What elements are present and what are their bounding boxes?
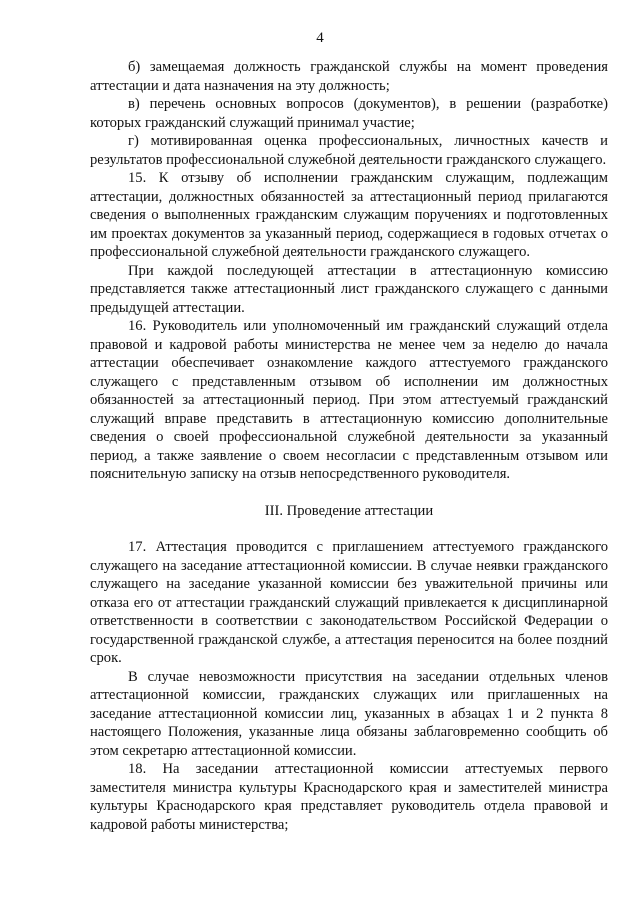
paragraph-18: 18. На заседании аттестационной комиссии аттестуемых первого заместителя министра культуры Краснодарского края и заместителей министра культуры Краснодарского края представляет руководитель отдела правовой и кадровой работы министерства; [90,761,608,833]
paragraph-item-b: б) замещаемая должность гражданской службы на момент проведения аттестации и дата назначения на эту должность; [90,59,608,94]
section-heading: III. Проведение аттестации [264,502,434,519]
paragraph-item-g: г) мотивированная оценка профессиональных, личностных качеств и результатов профессиональной служебной деятельности гражданского служащего. [90,133,608,168]
page-number: 4 [316,30,324,46]
paragraph-17-continued: В случае невозможности присутствия на заседании отдельных членов аттестационной комиссии, гражданских служащих или приглашенных на заседание аттестационной комиссии лиц, указанных в абзацах 1 и 2 пункта 8 настоящего Положения, указанные лица обязаны заблаговременно сообщить об этом секретарю аттестационной комиссии. [90,668,608,759]
paragraph-15-continued: При каждой последующей аттестации в аттестационную комиссию представляется также аттестационный лист гражданского служащего с данными предыдущей аттестации. [90,262,608,316]
paragraph-17: 17. Аттестация проводится с приглашением аттестуемого гражданского служащего на заседание аттестационной комиссии. В случае неявки гражданского служащего на заседание указанной комиссии без уважительной причины или отказа его от аттестации гражданский служащий привлекается к дисциплинарной ответственности в соответствии с законодательством Российской Федерации о государственной гражданской службе, а аттестация переносится на более поздний срок. [90,539,608,666]
paragraph-16: 16. Руководитель или уполномоченный им гражданский служащий отдела правовой и кадровой работы министерства не менее чем за неделю до начала аттестации обеспечивает ознакомление каждого аттестуемого гражданского служащего с представленным отзывом об исполнении им должностных обязанностей за аттестационный период. При этом аттестуемый гражданский служащий вправе представить в аттестационную комиссию дополнительные сведения о своей профессиональной служебной деятельности за указанный период, а также заявление о своем несогласии с представленным отзывом или пояснительную записку на отзыв непосредственного руководителя. [90,318,608,482]
document-body [90,58,608,834]
paragraph-item-v: в) перечень основных вопросов (документов), в решении (разработке) которых гражданский служащий принимал участие; [90,96,608,131]
paragraph-15: 15. К отзыву об исполнении гражданским служащим, подлежащим аттестации, должностных обязанностей за аттестационный период прилагаются сведения о выполненных гражданским служащим поручениях и подготовленных им проектах документов за указанный период, содержащиеся в годовых отчетах о профессиональной служебной деятельности гражданского служащего. [90,170,608,260]
